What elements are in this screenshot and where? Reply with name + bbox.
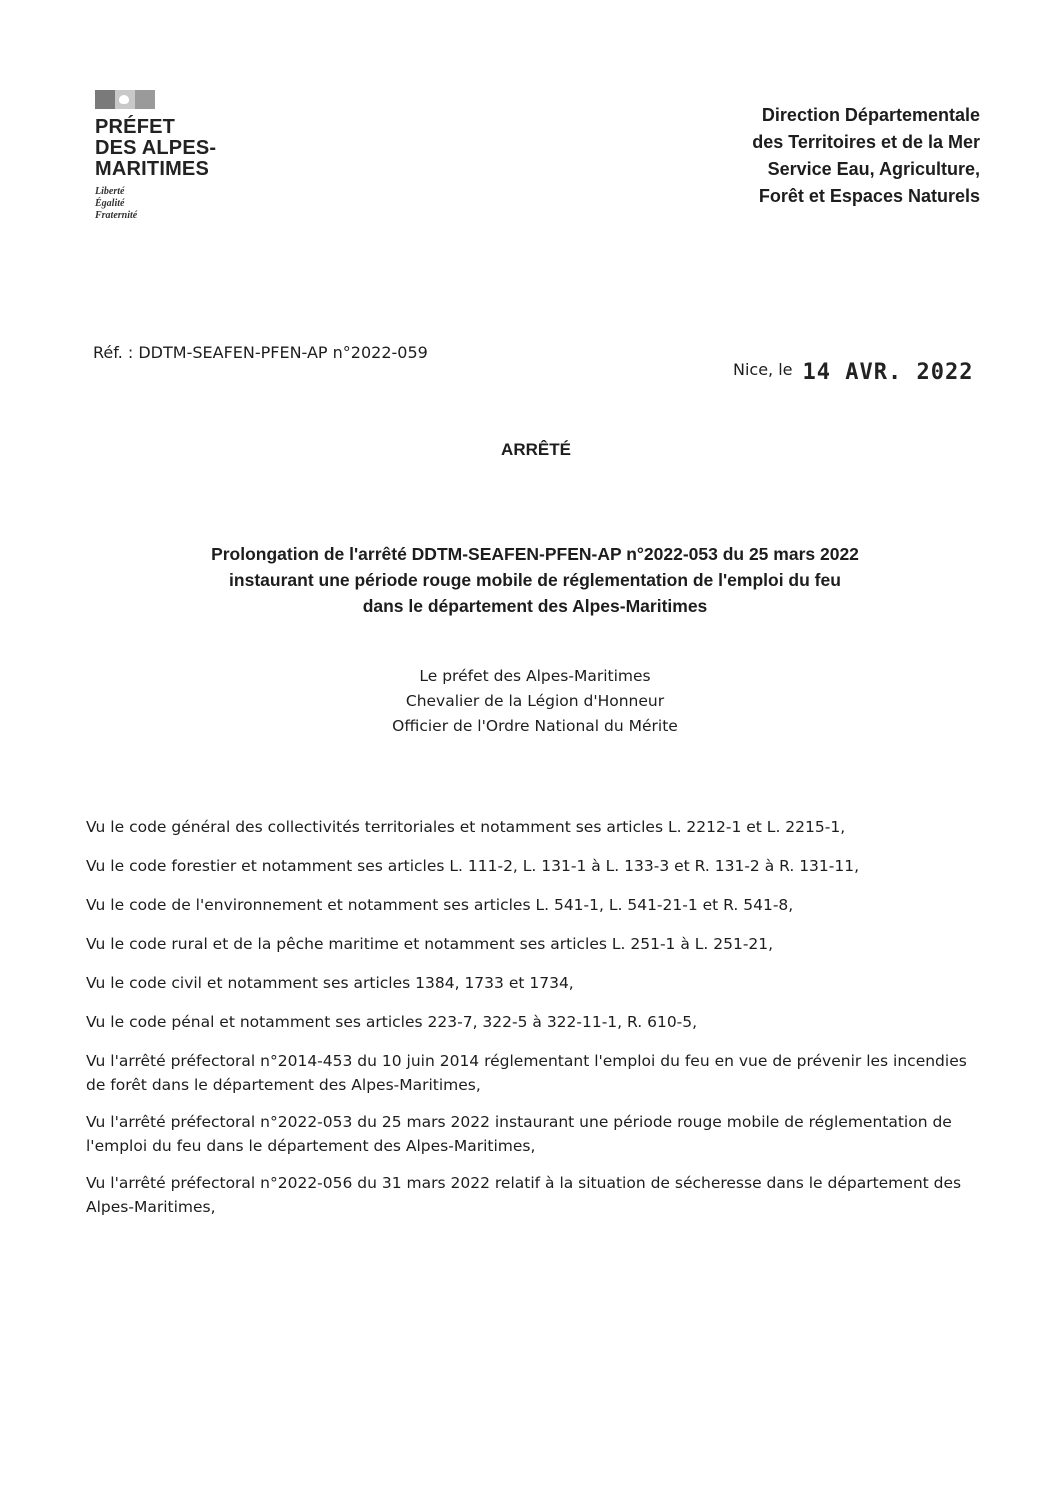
motto-line: Fraternité [95, 210, 138, 221]
subject-line: instaurant une période rouge mobile de réglementation de l'emploi du feu [229, 570, 841, 590]
place-label: Nice, le [733, 360, 793, 379]
subject-line: Prolongation de l'arrêté DDTM-SEAFEN-PFEN-AP n°2022-053 du 25 mars 2022 [211, 544, 859, 564]
visa-item: Vu le code forestier et notamment ses articles L. 111-2, L. 131-1 à L. 133-3 et R. 131-2 à R. 131-11, [86, 857, 860, 875]
prefet-line: MARITIMES [95, 158, 210, 180]
service-line: des Territoires et de la Mer [752, 132, 980, 152]
prefet-line: PRÉFET [95, 116, 176, 138]
subject-line: dans le département des Alpes-Maritimes [362, 596, 708, 616]
motto-line: Liberté [95, 186, 125, 197]
prefet-title-line: Chevalier de la Légion d'Honneur [405, 692, 665, 710]
prefet-titles [300, 664, 770, 739]
prefet-title-line: Officier de l'Ordre National du Mérite [392, 717, 678, 735]
visa-item: Vu l'arrêté préfectoral n°2022-053 du 25 mars 2022 instaurant une période rouge mobile de réglementation de l'emploi du feu dans le département des Alpes-Maritimes, [86, 1113, 952, 1155]
prefet-title-line: Le préfet des Alpes-Maritimes [419, 667, 651, 685]
reference-number: Réf. : DDTM-SEAFEN-PFEN-AP n°2022-059 [93, 343, 428, 362]
visa-item: Vu l'arrêté préfectoral n°2022-056 du 31 mars 2022 relatif à la situation de sécheresse dans le département des Alpes-Maritimes, [86, 1174, 962, 1216]
document-title: ARRÊTÉ [501, 440, 571, 459]
prefecture-logo [95, 90, 295, 222]
date-stamp: 14 AVR. 2022 [802, 360, 974, 385]
republic-motto [95, 186, 295, 222]
visa-item: Vu le code civil et notamment ses articles 1384, 1733 et 1734, [86, 974, 574, 992]
service-line: Service Eau, Agriculture, [767, 159, 980, 179]
visa-item: Vu le code rural et de la pêche maritime et notamment ses articles L. 251-1 à L. 251-21, [86, 935, 774, 953]
marianne-logo-icon [95, 90, 155, 109]
service-line: Direction Départementale [761, 105, 980, 125]
service-line: Forêt et Espaces Naturels [758, 186, 980, 206]
visas-list [86, 815, 976, 1232]
decree-subject [150, 541, 920, 619]
motto-line: Égalité [95, 198, 125, 209]
visa-item: Vu le code général des collectivités territoriales et notamment ses articles L. 2212-1 et L. 2215-1, [86, 818, 846, 836]
place-and-date [733, 356, 974, 385]
prefet-line: DES ALPES- [95, 137, 217, 159]
prefet-name [95, 117, 295, 180]
visa-item: Vu l'arrêté préfectoral n°2014-453 du 10 juin 2014 réglementant l'emploi du feu en vue de prévenir les incendies de forêt dans le département des Alpes-Maritimes, [86, 1052, 967, 1094]
issuing-service [660, 102, 980, 210]
visa-item: Vu le code pénal et notamment ses articles 223-7, 322-5 à 322-11-1, R. 610-5, [86, 1013, 698, 1031]
visa-item: Vu le code de l'environnement et notamment ses articles L. 541-1, L. 541-21-1 et R. 541-8, [86, 896, 794, 914]
